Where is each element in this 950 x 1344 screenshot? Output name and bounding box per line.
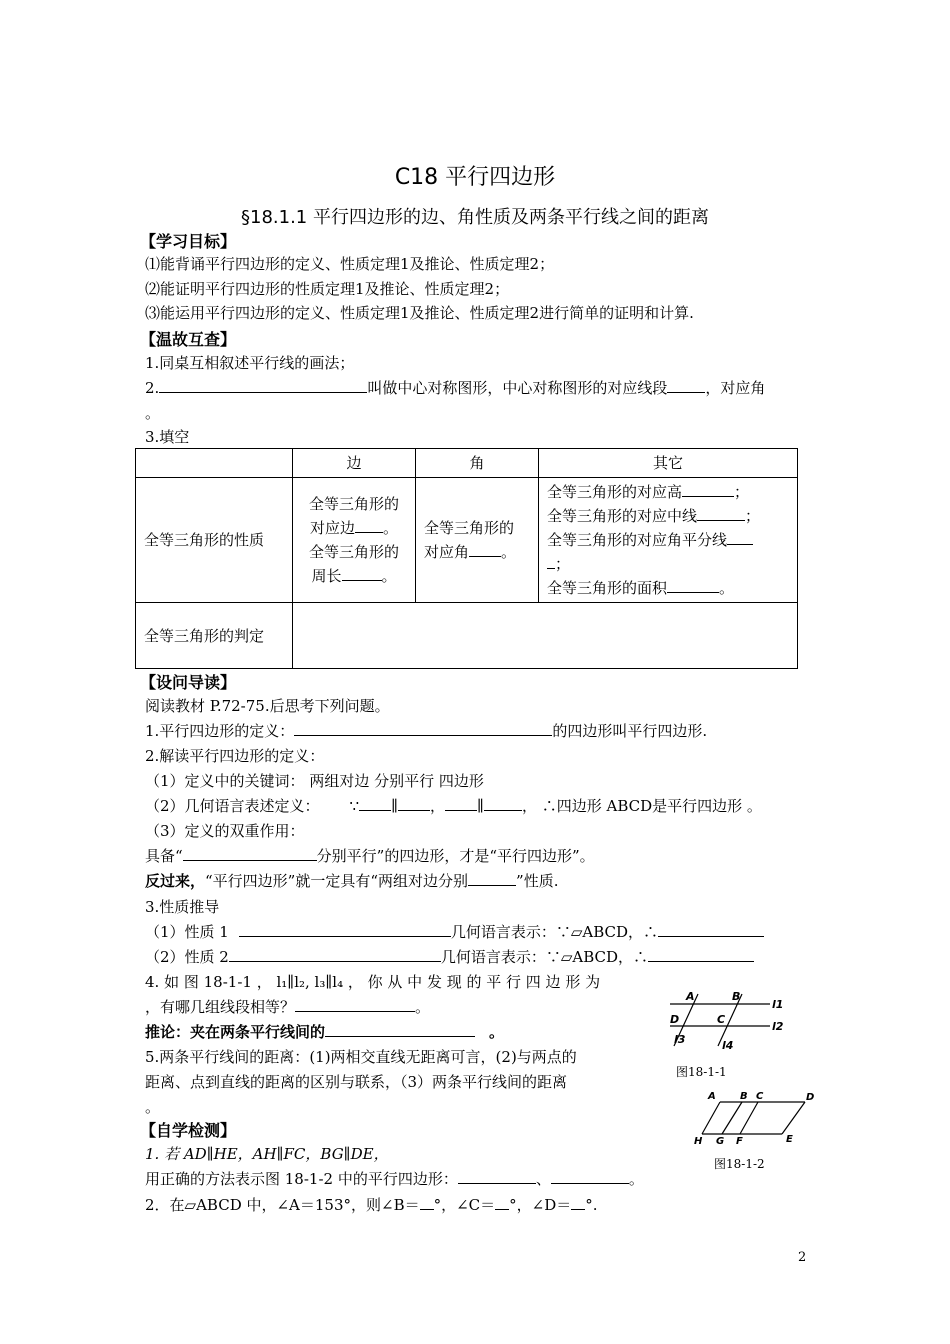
guide-q2-4 xyxy=(145,845,595,866)
review-q2-wrap: 。 xyxy=(145,404,161,422)
guide-q2-5 xyxy=(145,870,558,891)
label-E: E xyxy=(786,1134,793,1145)
guide-intro: 阅读教材 P.72-75.后思考下列问题。 xyxy=(145,697,390,715)
page-number: 2 xyxy=(798,1250,807,1265)
text: 。 xyxy=(415,998,431,1016)
blank[interactable] xyxy=(398,796,430,811)
guide-q5: 5.两条平行线间的距离：(1)两相交直线无距离可言，(2)与两点的 xyxy=(145,1048,577,1066)
label-F: F xyxy=(736,1136,743,1147)
text: ∥ xyxy=(391,797,399,815)
guide-q2-2 xyxy=(145,795,762,816)
figure-18-1-2 xyxy=(690,1090,820,1150)
guide-q1 xyxy=(145,720,707,741)
guide-q3-2 xyxy=(145,946,754,967)
label-A: A xyxy=(686,990,695,1003)
text: 反过来， xyxy=(145,872,206,890)
cell-text: 全等三角形的对应高 xyxy=(547,483,683,501)
cell-text: 全等三角形的对应角平分线 xyxy=(547,531,728,549)
text: 2．在▱ABCD 中，∠A＝153°，则∠B＝ xyxy=(145,1196,420,1214)
cell-text: 。 xyxy=(501,543,517,561)
label-C: C xyxy=(717,1013,726,1026)
text: 具备“ xyxy=(145,847,183,865)
table-header: 边 xyxy=(293,449,416,478)
selfcheck-q1: 1. 若 AD∥HE，AH∥FC，BG∥DE， xyxy=(145,1145,389,1163)
table-header xyxy=(136,449,293,478)
cell-text: 全等三角形的 xyxy=(308,543,399,561)
blank[interactable] xyxy=(359,796,391,811)
label-G: G xyxy=(716,1136,725,1147)
table-header: 角 xyxy=(416,449,539,478)
guide-q4: 4. 如 图 18-1-1 ， l₁∥l₂, l₃∥l₄ ， 你 从 中 发 现 的 平 行 四 边 形 为 xyxy=(145,973,601,991)
figure-18-1-1-caption: 图18-1-1 xyxy=(676,1065,727,1079)
text: （2）几何语言表述定义： xyxy=(145,797,320,815)
blank[interactable] xyxy=(420,1195,434,1210)
cell-text: 。 xyxy=(719,579,735,597)
line-BG xyxy=(722,1102,742,1134)
cell-text: 对应角 xyxy=(424,543,470,561)
blank[interactable] xyxy=(667,378,705,393)
blank[interactable] xyxy=(183,846,317,861)
blank[interactable] xyxy=(294,721,552,736)
blank[interactable] xyxy=(571,1195,585,1210)
text: ， xyxy=(430,797,446,815)
line-CF xyxy=(740,1102,758,1134)
blank[interactable] xyxy=(547,554,555,569)
text: 1.平行四边形的定义： xyxy=(145,722,295,740)
review-q2 xyxy=(145,377,765,398)
row-label-criteria: 全等三角形的判定 xyxy=(136,603,293,669)
blank[interactable] xyxy=(682,482,734,497)
guide-q2-1: （1）定义中的关键词： 两组对边 分别平行 四边形 xyxy=(145,772,484,790)
text: ， ∴四边形 ABCD是平行四边形 。 xyxy=(521,797,762,815)
text: 几何语言表示：∵▱ABCD，∴ xyxy=(440,948,649,966)
row-label-properties: 全等三角形的性质 xyxy=(136,478,293,603)
selfcheck-q1-line2 xyxy=(145,1168,644,1189)
cell-text: 。 xyxy=(381,567,397,585)
label-l1: l1 xyxy=(772,998,784,1011)
cell-text: 全等三角形的面积 xyxy=(547,579,668,597)
blank[interactable] xyxy=(697,506,745,521)
blank[interactable] xyxy=(239,922,451,937)
blank[interactable] xyxy=(469,542,501,557)
page-title: C18 平行四边形 xyxy=(394,165,556,190)
blank[interactable] xyxy=(648,947,754,962)
cell-text: ； xyxy=(745,507,761,525)
text: 用正确的方法表示图 18-1-2 中的平行四边形： xyxy=(145,1170,458,1188)
text: 分别平行”的四边形，才是“平行四边形”。 xyxy=(316,847,595,865)
label-C: C xyxy=(756,1091,764,1102)
cell-text: 全等三角形的对应中线 xyxy=(547,507,698,525)
review-heading: 【温故互查】 xyxy=(140,330,237,349)
blank[interactable] xyxy=(727,530,753,545)
text: 的四边形叫平行四边形. xyxy=(552,722,708,740)
text: °，∠C＝ xyxy=(433,1196,496,1214)
text: 、 xyxy=(535,1170,551,1188)
blank[interactable] xyxy=(468,871,516,886)
selfcheck-q2 xyxy=(145,1194,598,1215)
text: 。 xyxy=(489,1023,505,1041)
selfcheck-heading: 【自学检测】 xyxy=(140,1121,237,1140)
cell-text: 。 xyxy=(383,519,399,537)
review-q2-prefix: 2. xyxy=(145,379,160,397)
congruent-triangle-table xyxy=(135,448,798,669)
cell-text: 全等三角形的 xyxy=(424,519,515,537)
text: 几何语言表示：∵▱ABCD，∴ xyxy=(450,923,659,941)
figure-18-1-2-caption: 图18-1-2 xyxy=(714,1157,765,1171)
cell-text: ； xyxy=(734,483,750,501)
label-l2: l2 xyxy=(772,1020,784,1033)
review-q2-end: ，对应角 xyxy=(705,379,766,397)
blank[interactable] xyxy=(342,566,382,581)
blank[interactable] xyxy=(355,518,383,533)
text: 。 xyxy=(628,1170,644,1188)
cell-edge xyxy=(293,478,416,603)
page-subtitle: §18.1.1 平行四边形的边、角性质及两条平行线之间的距离 xyxy=(241,207,709,228)
cell-criteria-empty[interactable] xyxy=(293,603,798,669)
review-q1: 1.同桌互相叙述平行线的画法； xyxy=(145,354,355,372)
guide-q4-line2 xyxy=(145,996,430,1017)
cell-text: 周长 xyxy=(311,567,342,585)
label-D: D xyxy=(806,1092,815,1103)
cell-text: 对应边 xyxy=(309,519,355,537)
text: （2）性质 2 xyxy=(145,948,229,966)
blank[interactable] xyxy=(495,1195,509,1210)
guide-q5-line3: 。 xyxy=(145,1098,161,1116)
figure-18-1-1 xyxy=(660,988,790,1058)
goal-item-1: ⑴能背诵平行四边形的定义、性质定理1及推论、性质定理2； xyxy=(145,255,555,273)
blank[interactable] xyxy=(159,378,367,393)
text: °，∠D＝ xyxy=(509,1196,572,1214)
label-A: A xyxy=(708,1091,716,1102)
review-q2-text: 叫做中心对称图形，中心对称图形的对应线段 xyxy=(367,379,668,397)
label-D: D xyxy=(670,1013,680,1026)
text: （1）性质 1 xyxy=(145,923,229,941)
guide-q5-line2: 距离、点到直线的距离的区别与联系，（3）两条平行线间的距离 xyxy=(145,1073,568,1091)
text: ”性质. xyxy=(516,872,559,890)
goals-heading: 【学习目标】 xyxy=(140,232,237,251)
text: “平行四边形”就一定具有“两组对边分别 xyxy=(205,872,469,890)
guide-heading: 【设问导读】 xyxy=(140,673,237,692)
guide-q3-1 xyxy=(145,921,764,942)
label-B: B xyxy=(740,1091,748,1102)
line-AH xyxy=(702,1102,720,1134)
blank[interactable] xyxy=(658,922,764,937)
guide-q2: 2.解读平行四边形的定义： xyxy=(145,747,325,765)
blank[interactable] xyxy=(445,796,477,811)
label-H: H xyxy=(694,1136,703,1147)
text: ∵ xyxy=(349,797,360,815)
table-header: 其它 xyxy=(539,449,798,478)
review-q3: 3.填空 xyxy=(145,428,190,446)
text: ，有哪几组线段相等？ xyxy=(145,998,296,1016)
guide-q3: 3.性质推导 xyxy=(145,898,220,916)
blank[interactable] xyxy=(667,578,719,593)
guide-inference xyxy=(145,1021,504,1042)
cell-other xyxy=(539,478,798,603)
guide-q2-3: （3）定义的双重作用： xyxy=(145,822,305,840)
blank[interactable] xyxy=(229,947,441,962)
cell-text: ； xyxy=(555,555,571,573)
blank[interactable] xyxy=(325,1022,475,1037)
label-l3: l3 xyxy=(674,1033,686,1046)
label-B: B xyxy=(732,990,741,1003)
goal-item-3: ⑶能运用平行四边形的定义、性质定理1及推论、性质定理2进行简单的证明和计算. xyxy=(145,304,694,322)
text: ∥ xyxy=(477,797,484,815)
text: 推论：夹在两条平行线间的 xyxy=(145,1023,326,1041)
goal-item-2: ⑵能证明平行四边形的性质定理1及推论、性质定理2； xyxy=(145,280,510,298)
blank[interactable] xyxy=(551,1169,629,1184)
text: °. xyxy=(585,1196,598,1214)
line-DE xyxy=(782,1102,805,1134)
label-l4: l4 xyxy=(722,1039,734,1052)
blank[interactable] xyxy=(295,997,415,1012)
blank[interactable] xyxy=(484,796,522,811)
cell-text: 全等三角形的 xyxy=(308,495,399,513)
blank[interactable] xyxy=(458,1169,536,1184)
cell-angle xyxy=(416,478,539,603)
